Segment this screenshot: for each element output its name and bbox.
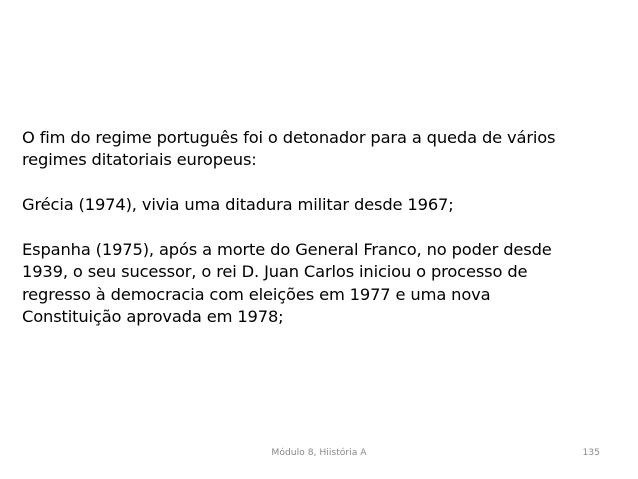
slide-body (22, 127, 618, 329)
footer-title: Módulo 8, Hiistória A (271, 447, 367, 458)
text-line: regresso à democracia com eleições em 1977 e uma nova (22, 284, 491, 304)
paragraph-greece (22, 194, 618, 216)
text-line: Constituição aprovada em 1978; (22, 307, 284, 327)
page-number: 135 (582, 447, 600, 458)
text-line: 1939, o seu sucessor, o rei D. Juan Carlos iniciou o processo de (22, 262, 528, 282)
paragraph-spacer (22, 172, 618, 194)
text-line: Espanha (1975), após a morte do General Franco, no poder desde (22, 240, 552, 259)
text-line: Grécia (1974), vivia uma ditadura militar desde 1967; (22, 195, 454, 215)
text-line: O fim do regime português foi o detonador para a queda de vários (22, 128, 556, 147)
paragraph-spain (22, 239, 618, 329)
text-line: regimes ditatoriais europeus: (22, 150, 257, 170)
paragraph-spacer (22, 217, 618, 239)
paragraph-intro (22, 127, 618, 172)
